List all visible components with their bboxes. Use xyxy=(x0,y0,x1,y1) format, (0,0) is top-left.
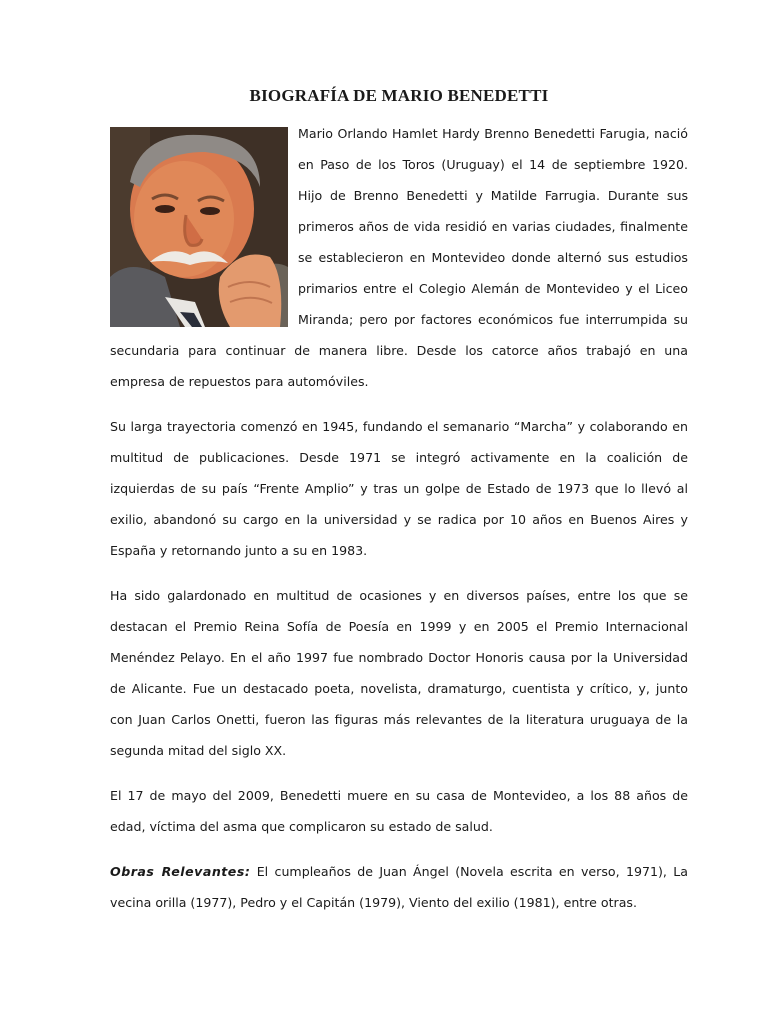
paragraph-2: Su larga trayectoria comenzó en 1945, fundando el semanario “Marcha” y colaborando en multitud de publicaciones. Desde 1971 se integró activamente en la coalición de izquierdas de su país “Frente Amplio” y tras un golpe de Estado de 1973 que lo llevó al exilio, abandonó su cargo en la universidad y se radica por 10 años en Buenos Aires y España y retornando junto a su en 1983. xyxy=(110,419,688,558)
document-body xyxy=(110,118,688,932)
document-title: BIOGRAFÍA DE MARIO BENEDETTI xyxy=(249,86,549,105)
obras-text: El cumpleaños de Juan Ángel (Novela escrita en verso, 1971), La vecina orilla (1977), Pedro y el Capitán (1979), Viento del exilio (1981), entre otras. xyxy=(110,864,689,910)
obras-label: Obras Relevantes: xyxy=(110,864,251,879)
paragraph-4: El 17 de mayo del 2009, Benedetti muere en su casa de Montevideo, a los 88 años de edad, víctima del asma que complicaron su estado de salud. xyxy=(110,788,688,834)
portrait-illustration xyxy=(110,127,288,327)
paragraph-3: Ha sido galardonado en multitud de ocasiones y en diversos países, entre los que se destacan el Premio Reina Sofía de Poesía en 1999 y en 2005 el Premio Internacional Menéndez Pelayo. En el año 1997 fue nombrado Doctor Honoris causa por la Universidad de Alicante. Fue un destacado poeta, novelista, dramaturgo, cuentista y crítico, y, junto con Juan Carlos Onetti, fueron las figuras más relevantes de la literatura uruguaya de la segunda mitad del siglo XX. xyxy=(110,588,688,758)
obras-paragraph xyxy=(110,856,688,918)
portrait-photo xyxy=(110,127,288,327)
paragraph-1: Mario Orlando Hamlet Hardy Brenno Benedetti Farugia, nació en Paso de los Toros (Uruguay) el 14 de septiembre 1920. Hijo de Brenno Benedetti y Matilde Farrugia. Durante sus primeros años de vida residió en varias ciudades, finalmente se establecieron en Montevideo donde alternó sus estudios primarios entre el Colegio Alemán de Montevideo y el Liceo Miranda; pero por factores económicos fue interrumpida su secundaria para continuar de manera libre. Desde los catorce años trabajó en una empresa de repuestos para automóviles. xyxy=(110,126,688,389)
